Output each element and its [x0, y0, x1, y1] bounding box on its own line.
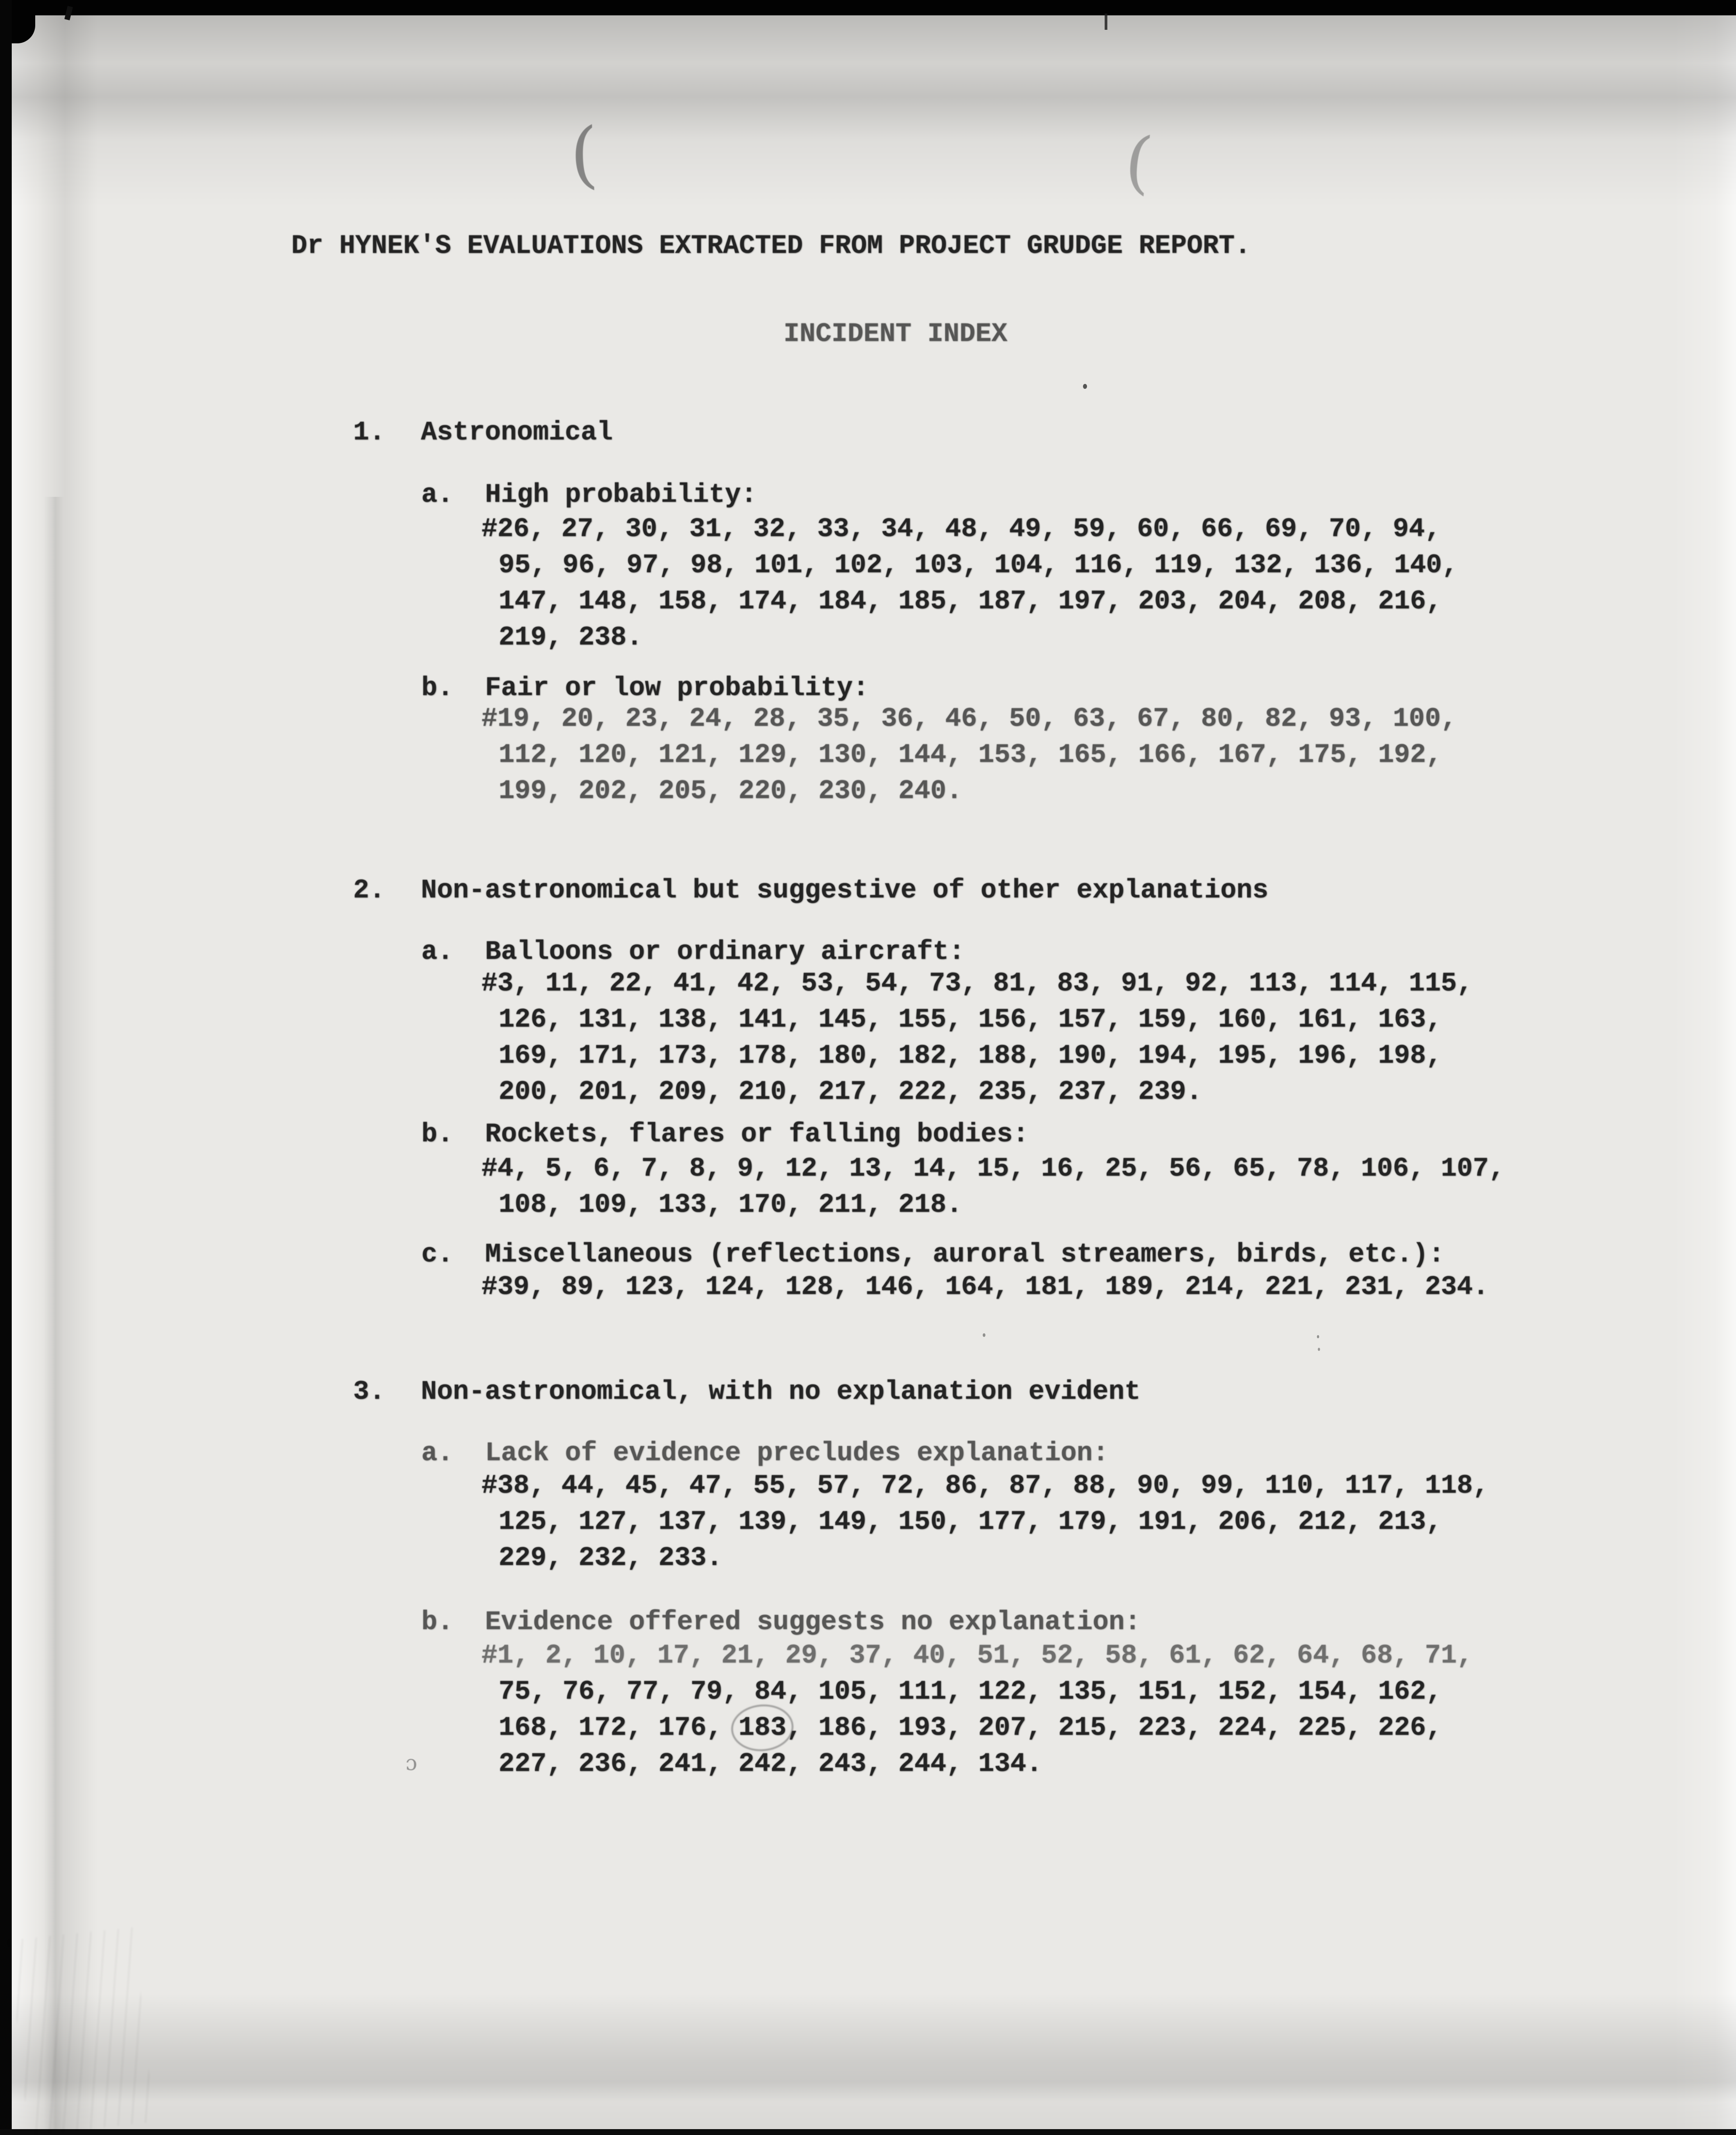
incident-numbers-line: 199, 202, 205, 220, 230, 240.	[499, 776, 962, 806]
incident-numbers-line: 108, 109, 133, 170, 211, 218.	[499, 1190, 962, 1220]
pencil-hook-mark: ɔ	[406, 1751, 417, 1775]
section-title: Non-astronomical, with no explanation evident	[421, 1377, 1141, 1407]
incident-numbers-line: 219, 238.	[499, 622, 643, 653]
incident-numbers-2a	[481, 966, 1473, 1110]
incident-numbers-line: 125, 127, 137, 139, 149, 150, 177, 179, 191, 206, 212, 213,	[499, 1507, 1442, 1537]
incident-numbers-line: 200, 201, 209, 210, 217, 222, 235, 237, 239.	[499, 1077, 1202, 1107]
incident-numbers-line: 75, 76, 77, 79, 84, 105, 111, 122, 135, 151, 152, 154, 162,	[499, 1677, 1442, 1707]
section-title: Non-astronomical but suggestive of other explanations	[421, 875, 1269, 906]
incident-numbers-line: #26, 27, 30, 31, 32, 33, 34, 48, 49, 59, 60, 66, 69, 70, 94,	[481, 514, 1441, 544]
incident-numbers-3a	[481, 1468, 1489, 1576]
item-title: Rockets, flares or falling bodies:	[485, 1119, 1029, 1149]
item-title: Miscellaneous (reflections, auroral streamers, birds, etc.):	[485, 1239, 1445, 1270]
ink-speck	[1083, 384, 1087, 389]
section-number: 1.	[353, 417, 385, 448]
incident-numbers-line: #4, 5, 6, 7, 8, 9, 12, 13, 14, 15, 16, 25, 56, 65, 78, 106, 107,	[481, 1154, 1505, 1184]
ink-speck	[1318, 1348, 1320, 1351]
incident-numbers-2b	[481, 1151, 1505, 1223]
item-title: Fair or low probability:	[485, 673, 869, 703]
ink-speck	[1317, 1335, 1319, 1338]
incident-numbers-2c	[481, 1269, 1489, 1305]
item-letter: b.	[421, 673, 453, 703]
item-letter: b.	[421, 1607, 453, 1637]
item-label-lack-of-evidence	[421, 1435, 1109, 1472]
incident-numbers-line: 227, 236, 241, 242, 243, 244, 134.	[499, 1749, 1042, 1779]
scan-edge-top	[0, 0, 1736, 15]
section-heading-non-astronomical-no-explanation	[353, 1374, 1140, 1410]
line-segment: , 186, 193, 207, 215, 223, 224, 225, 226,	[786, 1713, 1442, 1743]
incident-numbers-1a	[481, 511, 1458, 656]
item-letter: a.	[421, 1438, 453, 1468]
incident-numbers-3b	[481, 1638, 1473, 1782]
incident-numbers-line: 229, 232, 233.	[499, 1543, 723, 1573]
pencil-paren-mark-right: (	[1121, 121, 1156, 203]
document-title: Dr HYNEK'S EVALUATIONS EXTRACTED FROM PROJECT GRUDGE REPORT.	[291, 231, 1251, 261]
incident-numbers-line-with-circle	[499, 1710, 1473, 1746]
incident-numbers-line: 126, 131, 138, 141, 145, 155, 156, 157, 159, 160, 161, 163,	[499, 1004, 1442, 1035]
incident-numbers-line: 169, 171, 173, 178, 180, 182, 188, 190, 194, 195, 196, 198,	[499, 1041, 1442, 1071]
item-title: Evidence offered suggests no explanation:	[485, 1607, 1141, 1637]
ink-speck	[983, 1333, 985, 1337]
item-label-miscellaneous	[421, 1237, 1444, 1273]
incident-index-heading: INCIDENT INDEX	[784, 319, 1008, 349]
incident-numbers-line: 147, 148, 158, 174, 184, 185, 187, 197, 203, 204, 208, 216,	[499, 586, 1442, 617]
incident-numbers-line: #1, 2, 10, 17, 21, 29, 37, 40, 51, 52, 58, 61, 62, 64, 68, 71,	[481, 1640, 1473, 1671]
scan-mark-top-right	[1105, 14, 1107, 30]
incident-numbers-line: 112, 120, 121, 129, 130, 144, 153, 165, 166, 167, 175, 192,	[499, 740, 1442, 770]
item-title: High probability:	[485, 480, 757, 510]
incident-numbers-line: #38, 44, 45, 47, 55, 57, 72, 86, 87, 88, 90, 99, 110, 117, 118,	[481, 1471, 1489, 1501]
item-label-rockets-flares	[421, 1117, 1029, 1153]
section-number: 2.	[353, 875, 385, 906]
scan-edge-left	[0, 0, 12, 2129]
section-title: Astronomical	[421, 417, 613, 448]
incident-numbers-line: #39, 89, 123, 124, 128, 146, 164, 181, 189, 214, 221, 231, 234.	[481, 1272, 1489, 1302]
pencil-paren-mark-left: (	[568, 111, 600, 197]
item-letter: b.	[421, 1119, 453, 1149]
section-heading-astronomical	[353, 415, 613, 451]
circled-incident-number: 183	[738, 1713, 787, 1743]
section-number: 3.	[353, 1377, 385, 1407]
paper-crease-left	[43, 497, 64, 2129]
item-label-balloons-aircraft	[421, 934, 965, 970]
item-title: Lack of evidence precludes explanation:	[485, 1438, 1109, 1468]
item-letter: a.	[421, 937, 453, 967]
item-label-high-probability	[421, 477, 757, 513]
line-segment: 168, 172, 176,	[499, 1713, 739, 1743]
section-heading-non-astronomical-suggestive	[353, 873, 1269, 909]
pencil-streaks-bottom-left	[8, 1927, 154, 2135]
incident-numbers-line: #3, 11, 22, 41, 42, 53, 54, 73, 81, 83, 91, 92, 113, 114, 115,	[481, 968, 1473, 999]
item-label-evidence-offered	[421, 1604, 1141, 1640]
item-letter: c.	[421, 1239, 453, 1270]
item-title: Balloons or ordinary aircraft:	[485, 937, 965, 967]
incident-numbers-line: #19, 20, 23, 24, 28, 35, 36, 46, 50, 63, 67, 80, 82, 93, 100,	[481, 704, 1457, 734]
incident-numbers-line: 95, 96, 97, 98, 101, 102, 103, 104, 116, 119, 132, 136, 140,	[499, 550, 1458, 580]
item-letter: a.	[421, 480, 453, 510]
incident-numbers-1b	[481, 701, 1457, 809]
